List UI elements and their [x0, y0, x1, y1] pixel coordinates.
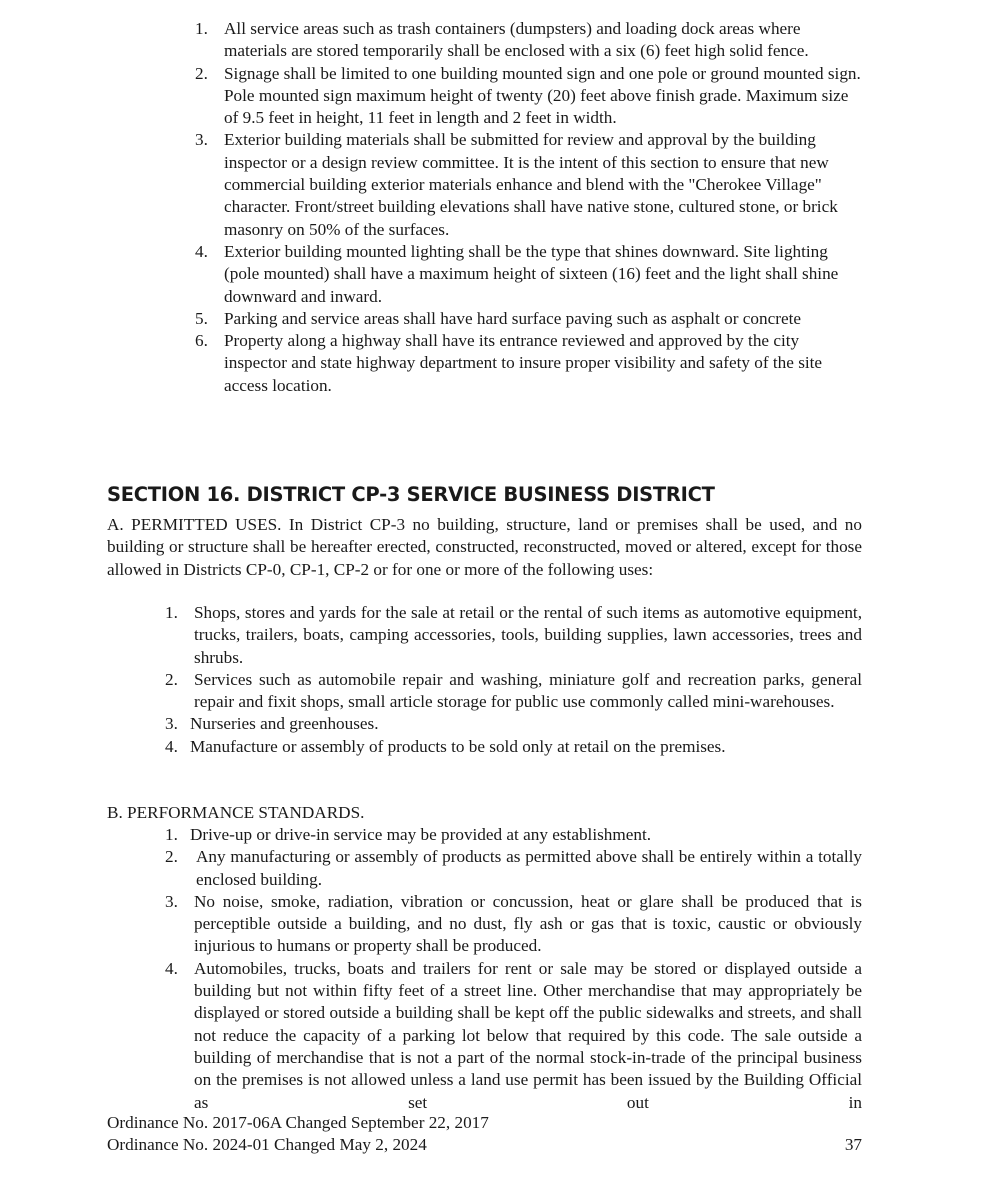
list-item — [165, 958, 862, 1114]
list-item-number: 2. — [165, 847, 178, 867]
list-item-text: Property along a highway shall have its entrance reviewed and approved by the city inspector and state highway department to insure proper visibility and safety of the site access location. — [224, 331, 823, 395]
list-item-number: 1. — [165, 825, 178, 844]
list-item-number: 4. — [165, 736, 178, 756]
list-item-text: Drive-up or drive-in service may be provided at any establishment. — [190, 825, 652, 844]
list-item-number: 3. — [195, 130, 208, 150]
permitted-uses-list — [165, 602, 862, 758]
list-item — [195, 129, 863, 240]
footer-ordinance-2: Ordinance No. 2024-01 Changed May 2, 2024 — [107, 1135, 427, 1155]
list-item-text: Parking and service areas shall have hard surface paving such as asphalt or concrete — [224, 308, 801, 328]
list-item-number: 5. — [195, 308, 208, 328]
list-item-text: Any manufacturing or assembly of products as permitted above shall be entirely within a totally enclosed building. — [196, 847, 862, 889]
permitted-uses-paragraph: A. PERMITTED USES. In District CP-3 no building, structure, land or premises shall be used, and no building or structure shall be hereafter erected, constructed, reconstructed, moved or altered, except for those allowed in Districts CP-0, CP-1, CP-2 or for one or more of the following uses: — [107, 515, 862, 579]
list-item — [165, 824, 862, 846]
list-item — [195, 308, 863, 330]
performance-standards-title: B. PERFORMANCE STANDARDS. — [107, 803, 365, 822]
list-item-text: All service areas such as trash containers (dumpsters) and loading dock areas where materials are stored temporarily shall be enclosed with a six (6) feet high solid fence. — [224, 19, 809, 61]
page-number: 37 — [844, 1135, 862, 1155]
list-item-number: 2. — [195, 63, 208, 83]
list-item-text: Manufacture or assembly of products to be sold only at retail on the premises. — [190, 736, 726, 756]
list-item-text: Shops, stores and yards for the sale at retail or the rental of such items as automotive equipment, trucks, trailers, boats, camping accessories, tools, building supplies, lawn accessories, trees and shrubs. — [194, 603, 862, 667]
list-item-number: 4. — [195, 241, 208, 261]
footer-ordinance-1: Ordinance No. 2017-06A Changed September 22, 2017 — [107, 1113, 489, 1132]
list-item-number: 4. — [165, 958, 178, 978]
list-item-number: 3. — [165, 714, 178, 734]
list-item-number: 3. — [165, 891, 178, 911]
list-item — [195, 63, 863, 130]
list-item-number: 2. — [165, 669, 178, 689]
list-item-text: Exterior building mounted lighting shall be the type that shines downward. Site lighting (pole mounted) shall have a maximum height of sixteen (16) feet and the light shall shine downward and inward. — [224, 241, 839, 306]
list-item-text: Nurseries and greenhouses. — [190, 714, 379, 734]
list-item-text: Automobiles, trucks, boats and trailers for rent or sale may be stored or displayed outside a building but not within fifty feet of a street line. Other merchandise that may appropriately be displayed or stored outside a building shall be kept off the public sidewalks and streets, and shall not reduce the capacity of a parking lot below that required by this code. The sale outside a building of merchandise that is not a part of the normal stock-in-trade of the principal business on the premises is not allowed unless a land use permit has been issued by the Building Official as set out in — [194, 958, 862, 1112]
list-item-number: 6. — [195, 331, 208, 351]
list-item — [165, 669, 862, 714]
list-item-number: 1. — [165, 603, 178, 622]
list-item — [165, 602, 862, 669]
list-item-text: Services such as automobile repair and washing, miniature golf and recreation parks, general repair and fixit shops, small article storage for public use commonly called mini-warehouses. — [194, 669, 862, 712]
list-item — [165, 891, 862, 958]
list-item — [195, 330, 863, 397]
list-item-text: No noise, smoke, radiation, vibration or concussion, heat or glare shall be produced that is perceptible outside a building, and no dust, fly ash or gas that is toxic, caustic or obviously injurious to humans or property shall be produced. — [194, 891, 862, 956]
performance-standards-continued-list — [195, 18, 863, 397]
list-item-number: 1. — [195, 19, 208, 38]
list-item — [165, 846, 862, 891]
list-item-text: Signage shall be limited to one building mounted sign and one pole or ground mounted sign. Pole mounted sign maximum height of twenty (20) feet above finish grade. Maximum size of 9.5 feet in height, 11 feet in length and 2 feet in width. — [224, 63, 861, 128]
performance-standards-list — [165, 824, 862, 1114]
page-footer — [107, 1112, 862, 1157]
list-item — [195, 241, 863, 308]
list-item — [165, 713, 862, 735]
list-item — [195, 18, 863, 63]
section-heading: SECTION 16. DISTRICT CP-3 SERVICE BUSINESS DISTRICT — [107, 483, 715, 506]
list-item-text: Exterior building materials shall be submitted for review and approval by the building inspector or a design review committee. It is the intent of this section to ensure that new commercial building exterior materials enhance and blend with the "Cherokee Village" character. Front/street building elevations shall have native stone, cultured stone, or brick masonry on 50% of the surfaces. — [224, 130, 838, 239]
list-item — [165, 736, 862, 758]
